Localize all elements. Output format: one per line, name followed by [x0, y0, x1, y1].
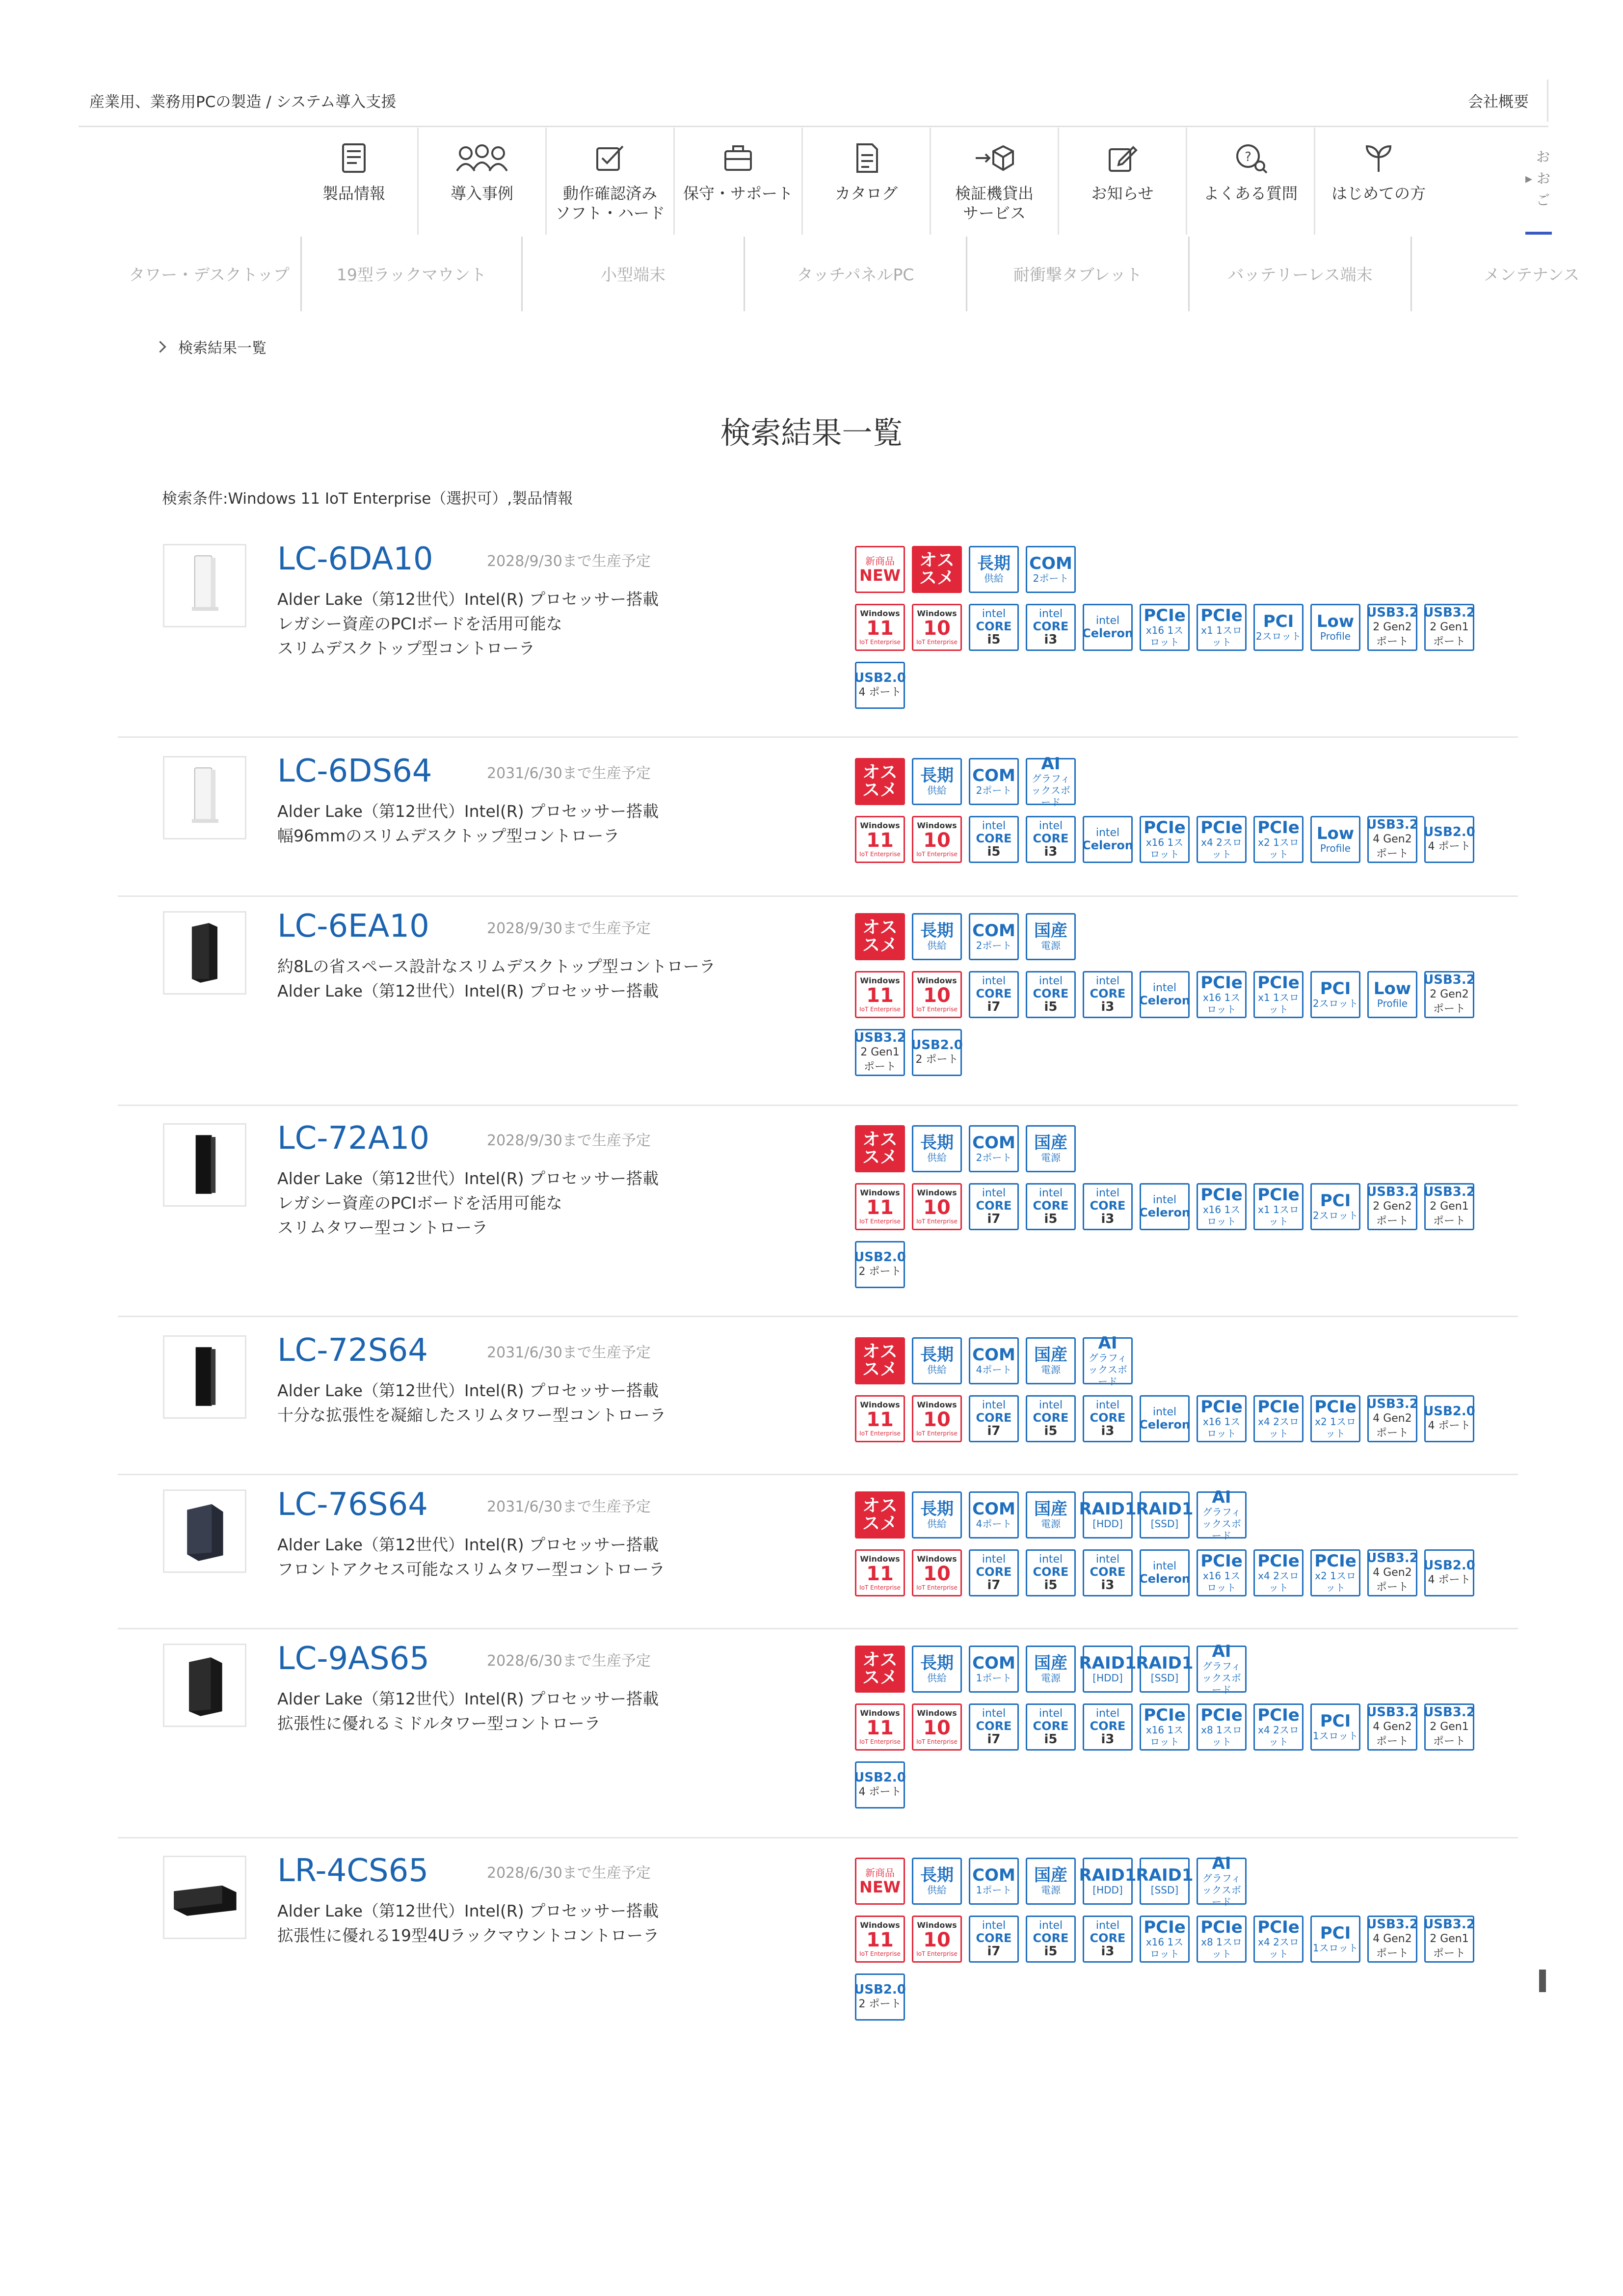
- product-name-link[interactable]: LC-72A10: [277, 1120, 430, 1157]
- spec-badge: 国産 電源: [1026, 1646, 1076, 1693]
- usb-badge: USB2.0 4 ポート: [1424, 816, 1474, 863]
- spec-badge: PCIe x8 1スロット: [1197, 1916, 1247, 1963]
- badge-row: [855, 1549, 1493, 1596]
- catalog-icon: [803, 142, 930, 175]
- product-description: 約8Lの省スペース設計なスリムデスクトップ型コントローラ Alder Lake（第12世代）Intel(R) プロセッサー搭載: [277, 957, 716, 1000]
- spec-badge: PCIe x16 1スロット: [1140, 816, 1190, 863]
- spec-badge: 長期 供給: [912, 1491, 962, 1539]
- spec-badge: PCIe x16 1スロット: [1140, 604, 1190, 651]
- spec-badge: PCIe x1 1スロット: [1253, 1183, 1304, 1230]
- usb-badge: USB3.2 2 Gen1 ポート: [1424, 1703, 1474, 1751]
- badge-row: [855, 1333, 1493, 1387]
- new-product-badge: 新商品 NEW: [855, 546, 905, 593]
- faq-icon: [1187, 142, 1314, 175]
- spec-badge: 国産 電源: [1026, 913, 1076, 960]
- production-date: 2031/6/30まで生産予定: [487, 1344, 651, 1361]
- nav-label: 保守・サポート: [683, 184, 793, 203]
- nav-label: 導入事例: [450, 184, 513, 203]
- cpu-badge: intel CORE i3: [1026, 604, 1076, 651]
- product-row: [118, 753, 1518, 897]
- spec-badge: PCIe x16 1スロット: [1197, 1395, 1247, 1442]
- windows-badge: Windows 10 IoT Enterprise: [912, 971, 962, 1018]
- news-icon: [1059, 142, 1186, 175]
- usb-badge: USB3.2 2 Gen1 ポート: [855, 1029, 905, 1076]
- spec-badge: PCIe x1 1スロット: [1253, 971, 1304, 1018]
- production-date: 2028/9/30まで生産予定: [487, 920, 651, 937]
- spec-badge: 長期 供給: [912, 758, 962, 805]
- site-description: 産業用、業務用PCの製造 / システム導入支援: [89, 93, 397, 111]
- windows-badge: Windows 11 IoT Enterprise: [855, 816, 905, 863]
- spec-badge: COM 2ポート: [969, 1125, 1019, 1172]
- spec-badge: 国産 電源: [1026, 1491, 1076, 1539]
- category-label: タワー・デスクトップ: [129, 265, 290, 284]
- spec-badge: AI グラフィックスボード: [1026, 758, 1076, 805]
- product-name-link[interactable]: LC-6EA10: [277, 908, 429, 945]
- windows-badge: Windows 11 IoT Enterprise: [855, 1916, 905, 1963]
- product-row: [118, 1486, 1518, 1629]
- category-label: メンテナンス: [1484, 265, 1580, 284]
- feature-badges: [855, 1125, 1493, 1299]
- cpu-badge: intel CORE i7: [969, 971, 1019, 1018]
- spec-badge: 長期 供給: [912, 1125, 962, 1172]
- spec-badge: PCIe x4 2スロット: [1253, 1916, 1304, 1963]
- product-row: [118, 908, 1518, 1106]
- spec-badge: RAID1 [HDD]: [1083, 1646, 1133, 1693]
- windows-badge: Windows 11 IoT Enterprise: [855, 604, 905, 651]
- product-image[interactable]: [163, 1856, 246, 1939]
- category-maintenance[interactable]: [1412, 237, 1618, 311]
- badge-row: [855, 754, 1493, 808]
- cpu-badge: intel Celeron: [1140, 1549, 1190, 1596]
- spec-badge: PCIe x8 1スロット: [1197, 1703, 1247, 1751]
- badge-row: [855, 1973, 1493, 2021]
- spec-badge: RAID1 [SSD]: [1140, 1491, 1190, 1539]
- nav-item-news[interactable]: [1059, 128, 1187, 235]
- badge-row: [855, 662, 1493, 709]
- spec-badge: 長期 供給: [912, 913, 962, 960]
- nav-item-products[interactable]: [291, 128, 419, 235]
- cpu-badge: intel CORE i3: [1083, 1916, 1133, 1963]
- nav-label: 製品情報: [322, 184, 385, 203]
- spec-badge: COM 4ポート: [969, 1337, 1019, 1384]
- usb-badge: USB3.2 4 Gen2 ポート: [1367, 1916, 1417, 1963]
- spec-badge: AI グラフィックスボード: [1083, 1337, 1133, 1384]
- product-name-link[interactable]: LC-6DS64: [277, 753, 432, 789]
- spec-badge: COM 1ポート: [969, 1858, 1019, 1905]
- spec-badge: PCIe x16 1スロット: [1197, 971, 1247, 1018]
- spec-badge: PCIe x4 2スロット: [1253, 1395, 1304, 1442]
- nav-label: 動作確認済み ソフト・ハード: [555, 184, 665, 222]
- badge-row: [855, 604, 1493, 651]
- spec-badge: PCIe x4 2スロット: [1253, 1549, 1304, 1596]
- badge-row: [855, 1854, 1493, 1908]
- product-description: Alder Lake（第12世代）Intel(R) プロセッサー搭載 レガシー資産のPCIボードを活用可能な スリムデスクトップ型コントローラ: [277, 590, 659, 658]
- nav-item-catalog[interactable]: [803, 128, 931, 235]
- support-icon: [675, 142, 801, 175]
- nav-label: お知らせ: [1091, 184, 1154, 203]
- cpu-badge: intel CORE i5: [969, 816, 1019, 863]
- usb-badge: USB2.0 4 ポート: [855, 662, 905, 709]
- feature-badges: [855, 913, 1493, 1087]
- product-description: Alder Lake（第12世代）Intel(R) プロセッサー搭載 フロントアクセス可能なスリムタワー型コントローラ: [277, 1535, 665, 1579]
- recommended-badge: オス スメ: [855, 1337, 905, 1384]
- cpu-badge: intel CORE i3: [1026, 816, 1076, 863]
- nav-item-loan-service[interactable]: [931, 128, 1059, 235]
- nav-item-case-studies[interactable]: [419, 128, 547, 235]
- cpu-badge: intel CORE i7: [969, 1183, 1019, 1230]
- cpu-badge: intel CORE i5: [969, 604, 1019, 651]
- usb-badge: USB3.2 2 Gen1 ポート: [1424, 1916, 1474, 1963]
- badge-row: [855, 1183, 1493, 1230]
- spec-badge: 長期 供給: [912, 1337, 962, 1384]
- production-date: 2028/6/30まで生産予定: [487, 1864, 651, 1882]
- product-description: Alder Lake（第12世代）Intel(R) プロセッサー搭載 十分な拡張性を凝縮したスリムタワー型コントローラ: [277, 1381, 666, 1425]
- badge-row: [855, 1703, 1493, 1751]
- recommended-badge: オス スメ: [855, 1491, 905, 1539]
- usb-badge: USB3.2 2 Gen1 ポート: [1424, 604, 1474, 651]
- cpu-badge: intel Celeron: [1083, 604, 1133, 651]
- header-divider: [1547, 80, 1548, 122]
- product-description: Alder Lake（第12世代）Intel(R) プロセッサー搭載 レガシー資産のPCIボードを活用可能な スリムタワー型コントローラ: [277, 1169, 659, 1237]
- main-navigation: [291, 128, 1442, 235]
- product-info-icon: [291, 142, 417, 175]
- spec-badge: RAID1 [HDD]: [1083, 1491, 1133, 1539]
- spec-badge: PCI 2スロット: [1253, 604, 1304, 651]
- windows-badge: Windows 10 IoT Enterprise: [912, 1549, 962, 1596]
- badge-row: [855, 1125, 1493, 1172]
- spec-badge: PCIe x2 1スロット: [1310, 1549, 1360, 1596]
- cpu-badge: intel CORE i3: [1083, 1703, 1133, 1751]
- product-image[interactable]: [163, 1123, 246, 1207]
- breadcrumb-current: 検索結果一覧: [178, 340, 266, 357]
- nav-label: よくある質問: [1203, 184, 1298, 203]
- feature-badges: [854, 1854, 1493, 2031]
- spec-badge: RAID1 [SSD]: [1140, 1858, 1190, 1905]
- spec-badge: PCI 2スロット: [1310, 1183, 1360, 1230]
- spec-badge: COM 1ポート: [969, 1646, 1019, 1693]
- verified-icon: [547, 142, 673, 175]
- product-image[interactable]: [163, 1335, 246, 1419]
- product-row: [118, 1332, 1518, 1475]
- nav-label: 検証機貸出 サービス: [955, 184, 1034, 222]
- usb-badge: USB2.0 4 ポート: [855, 1761, 905, 1809]
- windows-badge: Windows 10 IoT Enterprise: [912, 604, 962, 651]
- spec-badge: PCIe x16 1スロット: [1140, 1916, 1190, 1963]
- cpu-badge: intel Celeron: [1140, 971, 1190, 1018]
- windows-badge: Windows 11 IoT Enterprise: [855, 1395, 905, 1442]
- production-date: 2028/9/30まで生産予定: [487, 553, 651, 570]
- cpu-badge: intel CORE i5: [1026, 1395, 1076, 1442]
- cpu-badge: intel CORE i5: [1026, 1703, 1076, 1751]
- feature-badges: [855, 546, 1493, 720]
- spec-badge: PCIe x4 2スロット: [1197, 816, 1247, 863]
- spec-badge: PCIe x1 1スロット: [1197, 604, 1247, 651]
- nav-side-text: お: [1536, 149, 1550, 165]
- spec-badge: Low Profile: [1310, 816, 1360, 863]
- recommended-badge: オス スメ: [855, 758, 905, 805]
- product-name-link[interactable]: LC-6DA10: [277, 541, 433, 577]
- category-label: 19型ラックマウント: [336, 265, 487, 284]
- badge-row: [855, 913, 1493, 960]
- spec-badge: 長期 供給: [912, 1858, 962, 1905]
- spec-badge: PCIe x16 1スロット: [1140, 1703, 1190, 1751]
- category-rackmount[interactable]: [302, 237, 523, 311]
- category-rugged-tablet[interactable]: [967, 237, 1190, 311]
- product-description: Alder Lake（第12世代）Intel(R) プロセッサー搭載 幅96mmのスリムデスクトップ型コントローラ: [277, 802, 659, 845]
- product-image[interactable]: [163, 544, 246, 627]
- cpu-badge: intel CORE i7: [969, 1916, 1019, 1963]
- spec-badge: PCIe x16 1スロット: [1197, 1183, 1247, 1230]
- nav-side-text: ご: [1536, 192, 1550, 208]
- badge-row: [855, 971, 1493, 1018]
- windows-badge: Windows 10 IoT Enterprise: [912, 1183, 962, 1230]
- category-label: 小型端末: [601, 265, 665, 284]
- feature-badges: [855, 1333, 1493, 1453]
- breadcrumb: [156, 336, 266, 357]
- badge-row: [855, 1241, 1493, 1288]
- scroll-marker: [1539, 1970, 1546, 1992]
- product-row: [118, 1120, 1518, 1317]
- new-product-badge: 新商品 NEW: [855, 1858, 905, 1905]
- spec-badge: PCI 2スロット: [1310, 971, 1360, 1018]
- spec-badge: PCIe x2 1スロット: [1253, 816, 1304, 863]
- product-image[interactable]: [163, 1644, 246, 1727]
- category-label: タッチパネルPC: [797, 265, 914, 284]
- production-date: 2031/6/30まで生産予定: [487, 1498, 651, 1515]
- spec-badge: COM 4ポート: [969, 1491, 1019, 1539]
- usb-badge: USB3.2 2 Gen2 ポート: [1367, 604, 1417, 651]
- product-image[interactable]: [163, 911, 246, 995]
- search-conditions: 検索条件:Windows 11 IoT Enterprise（選択可）,製品情報: [162, 490, 573, 508]
- production-date: 2028/6/30まで生産予定: [487, 1652, 651, 1670]
- product-description: Alder Lake（第12世代）Intel(R) プロセッサー搭載 拡張性に優れる19型4Uラックマウントコントローラ: [277, 1901, 660, 1945]
- usb-badge: USB3.2 4 Gen2 ポート: [1367, 1549, 1417, 1596]
- badge-row: [855, 816, 1493, 863]
- windows-badge: Windows 10 IoT Enterprise: [912, 816, 962, 863]
- usb-badge: USB3.2 4 Gen2 ポート: [1367, 816, 1417, 863]
- feature-badges: [855, 754, 1493, 874]
- page-title: 検索結果一覧: [720, 415, 903, 451]
- recommended-badge: オス スメ: [855, 913, 905, 960]
- cpu-badge: intel CORE i5: [1026, 971, 1076, 1018]
- windows-badge: Windows 11 IoT Enterprise: [855, 971, 905, 1018]
- nav-side-text: ▸ お: [1525, 170, 1550, 187]
- usb-badge: USB2.0 4 ポート: [1424, 1395, 1474, 1442]
- usb-badge: USB3.2 2 Gen2 ポート: [1367, 1183, 1417, 1230]
- spec-badge: PCIe x2 1スロット: [1310, 1395, 1360, 1442]
- cpu-badge: intel CORE i7: [969, 1703, 1019, 1751]
- svg-text:?: ?: [1245, 150, 1251, 164]
- top-bar: [79, 83, 1548, 127]
- usb-badge: USB2.0 2 ポート: [912, 1029, 962, 1076]
- category-navigation: [118, 237, 1580, 311]
- product-name-link[interactable]: LC-76S64: [277, 1486, 428, 1523]
- cpu-badge: intel CORE i3: [1083, 1549, 1133, 1596]
- nav-item-faq[interactable]: [1187, 128, 1315, 235]
- nav-label: はじめての方: [1331, 184, 1426, 203]
- usb-badge: USB3.2 2 Gen2 ポート: [1424, 971, 1474, 1018]
- recommended-badge: オス スメ: [855, 1125, 905, 1172]
- nav-label: カタログ: [834, 184, 898, 203]
- category-label: 耐衝撃タブレット: [1013, 265, 1143, 284]
- category-batteryless[interactable]: [1190, 237, 1412, 311]
- product-row: [118, 1641, 1518, 1838]
- nav-item-support[interactable]: [675, 128, 803, 235]
- usb-badge: USB3.2 4 Gen2 ポート: [1367, 1395, 1417, 1442]
- recommended-badge: オス スメ: [912, 546, 962, 593]
- cpu-badge: intel Celeron: [1140, 1183, 1190, 1230]
- badge-row: [855, 1487, 1493, 1541]
- spec-badge: 長期 供給: [969, 546, 1019, 593]
- feature-badges: [855, 1487, 1493, 1607]
- product-name-link[interactable]: LC-9AS65: [277, 1641, 429, 1677]
- chevron-right-icon: [154, 341, 166, 352]
- cpu-badge: intel Celeron: [1083, 816, 1133, 863]
- production-date: 2028/9/30まで生産予定: [487, 1132, 651, 1149]
- spec-badge: 国産 電源: [1026, 1125, 1076, 1172]
- production-date: 2031/6/30まで生産予定: [487, 765, 651, 782]
- cpu-badge: intel CORE i5: [1026, 1183, 1076, 1230]
- windows-badge: Windows 10 IoT Enterprise: [912, 1703, 962, 1751]
- usb-badge: USB2.0 2 ポート: [855, 1241, 905, 1288]
- spec-badge: AI グラフィックスボード: [1197, 1858, 1247, 1905]
- nav-item-beginner[interactable]: [1315, 128, 1442, 235]
- usb-badge: USB2.0 2 ポート: [855, 1973, 905, 2021]
- spec-badge: Low Profile: [1367, 971, 1417, 1018]
- spec-badge: COM 2ポート: [969, 758, 1019, 805]
- usb-badge: USB3.2 2 Gen1 ポート: [1424, 1183, 1474, 1230]
- spec-badge: RAID1 [SSD]: [1140, 1646, 1190, 1693]
- cpu-badge: intel CORE i5: [1026, 1916, 1076, 1963]
- spec-badge: PCI 1スロット: [1310, 1916, 1360, 1963]
- nav-side-dropdown[interactable]: [1525, 129, 1552, 235]
- windows-badge: Windows 10 IoT Enterprise: [912, 1916, 962, 1963]
- cpu-badge: intel Celeron: [1140, 1395, 1190, 1442]
- cpu-badge: intel CORE i3: [1083, 1395, 1133, 1442]
- badge-row: [855, 546, 1493, 593]
- spec-badge: COM 2ポート: [969, 913, 1019, 960]
- cpu-badge: intel CORE i3: [1083, 971, 1133, 1018]
- company-overview-link[interactable]: 会社概要: [1468, 93, 1529, 111]
- product-name-link[interactable]: LR-4CS65: [277, 1853, 429, 1889]
- spec-badge: 国産 電源: [1026, 1858, 1076, 1905]
- windows-badge: Windows 10 IoT Enterprise: [912, 1395, 962, 1442]
- badge-row: [855, 1029, 1493, 1076]
- badge-row: [855, 1916, 1493, 1963]
- category-touch-panel[interactable]: [745, 237, 967, 311]
- product-row: [118, 541, 1518, 738]
- cpu-badge: intel CORE i3: [1083, 1183, 1133, 1230]
- usb-badge: USB3.2 4 Gen2 ポート: [1367, 1703, 1417, 1751]
- case-studies-icon: [419, 142, 545, 175]
- product-image[interactable]: [163, 1489, 246, 1573]
- product-image[interactable]: [163, 756, 246, 839]
- spec-badge: Low Profile: [1310, 604, 1360, 651]
- badge-row: [855, 1395, 1493, 1442]
- cpu-badge: intel CORE i5: [1026, 1549, 1076, 1596]
- product-name-link[interactable]: LC-72S64: [277, 1332, 428, 1369]
- cpu-badge: intel CORE i7: [969, 1395, 1019, 1442]
- category-tower-desktop[interactable]: [118, 237, 302, 311]
- spec-badge: 長期 供給: [912, 1646, 962, 1693]
- spec-badge: RAID1 [HDD]: [1083, 1858, 1133, 1905]
- product-row: [118, 1853, 1518, 2010]
- spec-badge: AI グラフィックスボード: [1197, 1646, 1247, 1693]
- spec-badge: PCIe x4 2スロット: [1253, 1703, 1304, 1751]
- recommended-badge: オス スメ: [855, 1646, 905, 1693]
- loan-service-icon: [931, 142, 1058, 175]
- category-label: バッテリーレス端末: [1227, 265, 1373, 284]
- windows-badge: Windows 11 IoT Enterprise: [855, 1549, 905, 1596]
- spec-badge: PCI 1スロット: [1310, 1703, 1360, 1751]
- spec-badge: 国産 電源: [1026, 1337, 1076, 1384]
- nav-item-verified[interactable]: [547, 128, 675, 235]
- beginner-icon: [1315, 142, 1442, 175]
- spec-badge: COM 2ポート: [1026, 546, 1076, 593]
- badge-row: [855, 1761, 1493, 1809]
- product-description: Alder Lake（第12世代）Intel(R) プロセッサー搭載 拡張性に優れるミドルタワー型コントローラ: [277, 1689, 659, 1733]
- usb-badge: USB2.0 4 ポート: [1424, 1549, 1474, 1596]
- badge-row: [855, 1642, 1493, 1696]
- feature-badges: [854, 1642, 1493, 1819]
- windows-badge: Windows 11 IoT Enterprise: [855, 1703, 905, 1751]
- cpu-badge: intel CORE i7: [969, 1549, 1019, 1596]
- spec-badge: PCIe x16 1スロット: [1197, 1549, 1247, 1596]
- category-compact[interactable]: [523, 237, 745, 311]
- windows-badge: Windows 11 IoT Enterprise: [855, 1183, 905, 1230]
- spec-badge: AI グラフィックスボード: [1197, 1491, 1247, 1539]
